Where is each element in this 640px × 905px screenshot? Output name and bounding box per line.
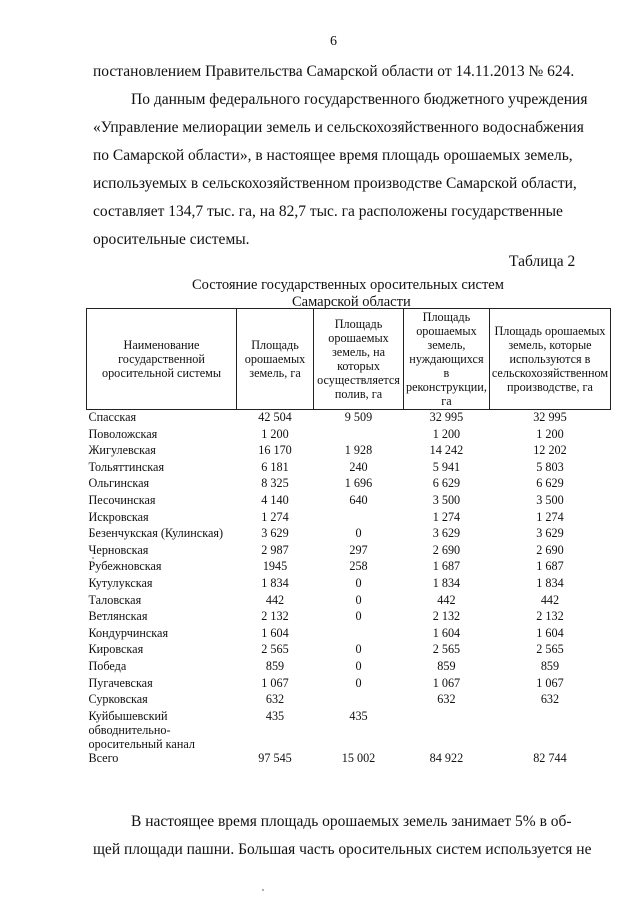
value-cell: 442 xyxy=(437,592,456,607)
value-cell: 0 xyxy=(355,575,362,590)
value-cell: 84 922 xyxy=(429,750,464,765)
value-cell: 1 274 xyxy=(261,509,289,524)
value-cell: 258 xyxy=(349,559,368,574)
value-cell xyxy=(314,510,404,527)
value-cell: 2 987 xyxy=(261,542,289,557)
table-row xyxy=(87,642,611,659)
value-cell: 2 565 xyxy=(536,642,564,657)
value-cell: 1 604 xyxy=(261,625,289,640)
table-row xyxy=(87,460,611,477)
value-cell: 42 504 xyxy=(258,410,292,424)
paragraph-line: по Самарской области», в настоящее время площадь орошаемых земель, xyxy=(93,147,573,164)
value-cell: 1 274 xyxy=(536,509,564,524)
value-cell: 1945 xyxy=(262,559,288,574)
row-name-cell: Кировская xyxy=(88,642,144,657)
paragraph-line: По данным федерального государственного бюджетного учреждения xyxy=(131,91,588,108)
paragraph-line: оросительные системы. xyxy=(93,231,250,248)
table-row xyxy=(87,609,611,626)
value-cell: 4 140 xyxy=(261,492,289,507)
value-cell: 32 995 xyxy=(429,410,464,424)
value-cell: 2 132 xyxy=(261,609,289,624)
value-cell: 1 687 xyxy=(432,559,461,574)
value-cell: 297 xyxy=(349,542,368,557)
value-cell: 640 xyxy=(349,492,368,507)
paragraph-line: В настоящее время площадь орошаемых земель занимает 5% в об- xyxy=(131,813,572,830)
value-cell: 1 067 xyxy=(536,675,564,690)
value-cell: 2 690 xyxy=(536,542,564,557)
table-row xyxy=(87,626,611,643)
value-cell: 0 xyxy=(355,658,362,673)
row-name-cell: Тольяттинская xyxy=(88,459,165,474)
scan-speck xyxy=(262,889,264,891)
value-cell: 6 181 xyxy=(261,459,289,474)
value-cell xyxy=(404,709,490,751)
row-name-cell: Сурковская xyxy=(88,692,148,707)
value-cell: 0 xyxy=(355,592,362,607)
table-title: Состояние государственных оросительных систем xyxy=(192,277,504,293)
column-header: Площадь орошаемых земель, которые используются в сельскохозяйственном производстве, га xyxy=(489,309,610,410)
value-cell: 1 928 xyxy=(344,443,373,458)
row-name-cell: Поволожская xyxy=(88,426,158,441)
row-name-cell: Ольгинская xyxy=(88,476,150,491)
irrigation-table xyxy=(86,308,611,767)
value-cell: 97 545 xyxy=(258,750,292,765)
value-cell: 12 202 xyxy=(533,443,567,458)
row-name-cell: Спасская xyxy=(88,410,137,424)
value-cell: 3 629 xyxy=(536,526,564,541)
value-cell xyxy=(489,709,610,751)
row-name-cell: Черновская xyxy=(88,542,149,557)
table-row xyxy=(87,427,611,444)
value-cell xyxy=(314,626,404,643)
value-cell: 2 565 xyxy=(432,642,461,657)
table-row xyxy=(87,543,611,560)
value-cell: 15 002 xyxy=(341,750,376,765)
value-cell: 2 690 xyxy=(432,542,461,557)
value-cell: 5 803 xyxy=(536,459,564,474)
value-cell: 632 xyxy=(265,692,285,707)
column-header: Площадь орошаемых земель, на которых осуществляется полив, га xyxy=(314,309,404,410)
value-cell: 14 242 xyxy=(429,443,464,458)
table-row xyxy=(87,692,611,709)
value-cell: 1 067 xyxy=(261,675,289,690)
column-header: Площадь орошаемых земель, га xyxy=(237,309,314,410)
value-cell: 0 xyxy=(355,675,362,690)
column-header: Наименование государственной оросительной системы xyxy=(87,309,237,410)
value-cell: 240 xyxy=(349,459,368,474)
row-name-cell: Песочинская xyxy=(88,492,156,507)
table-row xyxy=(87,676,611,693)
value-cell: 859 xyxy=(265,658,285,673)
scan-speck xyxy=(92,557,94,559)
value-cell: 2 132 xyxy=(536,609,564,624)
value-cell: 859 xyxy=(437,658,456,673)
page-number: 6 xyxy=(330,34,337,49)
value-cell: 0 xyxy=(355,609,362,624)
value-cell: 82 744 xyxy=(533,750,567,765)
table-row xyxy=(87,709,611,751)
row-name-cell: Пугачевская xyxy=(88,675,153,690)
value-cell: 442 xyxy=(265,592,285,607)
value-cell: 0 xyxy=(355,526,362,541)
value-cell: 1 834 xyxy=(536,575,564,590)
table-row xyxy=(87,410,611,427)
row-name-cell: Кутулукская xyxy=(88,575,153,590)
value-cell: 1 200 xyxy=(536,426,564,441)
paragraph-line: используемых в сельскохозяйственном производстве Самарской области, xyxy=(93,175,577,192)
value-cell: 3 629 xyxy=(261,526,289,541)
table-row xyxy=(87,526,611,543)
table-row xyxy=(87,576,611,593)
value-cell: 9 509 xyxy=(344,410,373,424)
row-name-cell: Куйбышевский обводнительно-оросительный канал xyxy=(88,708,195,751)
value-cell: 2 132 xyxy=(432,609,461,624)
row-name-cell: Жигулевская xyxy=(88,443,156,458)
value-cell: 1 067 xyxy=(432,675,461,690)
row-name-cell: Победа xyxy=(88,658,127,673)
table-row xyxy=(87,510,611,527)
table-row xyxy=(87,593,611,610)
value-cell: 16 170 xyxy=(258,443,292,458)
paragraph-line: щей площади пашни. Большая часть оросительных систем используется не xyxy=(93,841,592,858)
paragraph-line: «Управление мелиорации земель и сельскохозяйственного водоснабжения xyxy=(93,119,584,136)
table-row xyxy=(87,659,611,676)
row-name-cell: Кондурчинская xyxy=(88,625,169,640)
column-header: Площадь орошаемых земель, нуждающихся в реконструкции, га xyxy=(404,309,490,410)
value-cell: 435 xyxy=(265,708,285,723)
table-label: Таблица 2 xyxy=(509,253,576,270)
value-cell: 1 687 xyxy=(536,559,564,574)
value-cell: 3 629 xyxy=(432,526,461,541)
value-cell: 435 xyxy=(349,708,368,723)
row-name-cell: Искровская xyxy=(88,509,149,524)
paragraph-line: составляет 134,7 тыс. га, на 82,7 тыс. га расположены государственные xyxy=(93,203,563,220)
value-cell: 1 200 xyxy=(432,426,461,441)
value-cell: 1 834 xyxy=(261,575,289,590)
table-row xyxy=(87,476,611,493)
table-row xyxy=(87,493,611,510)
value-cell: 6 629 xyxy=(536,476,564,491)
value-cell xyxy=(314,427,404,444)
value-cell: 632 xyxy=(437,692,456,707)
value-cell: 1 604 xyxy=(536,625,564,640)
value-cell: 442 xyxy=(540,592,560,607)
value-cell: 632 xyxy=(540,692,560,707)
value-cell: 2 565 xyxy=(261,642,289,657)
value-cell: 859 xyxy=(540,658,560,673)
value-cell: 8 325 xyxy=(261,476,289,491)
value-cell: 1 834 xyxy=(432,575,461,590)
table-title: Самарской области xyxy=(292,294,411,310)
value-cell: 3 500 xyxy=(432,492,461,507)
row-name-cell: Ветлянская xyxy=(88,609,148,624)
value-cell: 32 995 xyxy=(533,410,567,424)
value-cell: 1 696 xyxy=(344,476,373,491)
value-cell: 1 604 xyxy=(432,625,461,640)
row-name-cell: Всего xyxy=(88,750,119,765)
table-row xyxy=(87,751,611,768)
value-cell: 1 200 xyxy=(261,426,289,441)
row-name-cell: Безенчукская (Кулинская) xyxy=(88,526,224,541)
value-cell: 6 629 xyxy=(432,476,461,491)
value-cell: 0 xyxy=(355,642,362,657)
value-cell: 5 941 xyxy=(432,459,461,474)
value-cell: 3 500 xyxy=(536,492,564,507)
table-row xyxy=(87,559,611,576)
value-cell xyxy=(314,692,404,709)
row-name-cell: Таловская xyxy=(88,592,142,607)
text-line: постановлением Правительства Самарской области от 14.11.2013 № 624. xyxy=(93,63,575,80)
value-cell: 1 274 xyxy=(432,509,461,524)
table-row xyxy=(87,443,611,460)
row-name-cell: Рубежновская xyxy=(88,559,162,574)
table-header-row xyxy=(87,309,611,410)
